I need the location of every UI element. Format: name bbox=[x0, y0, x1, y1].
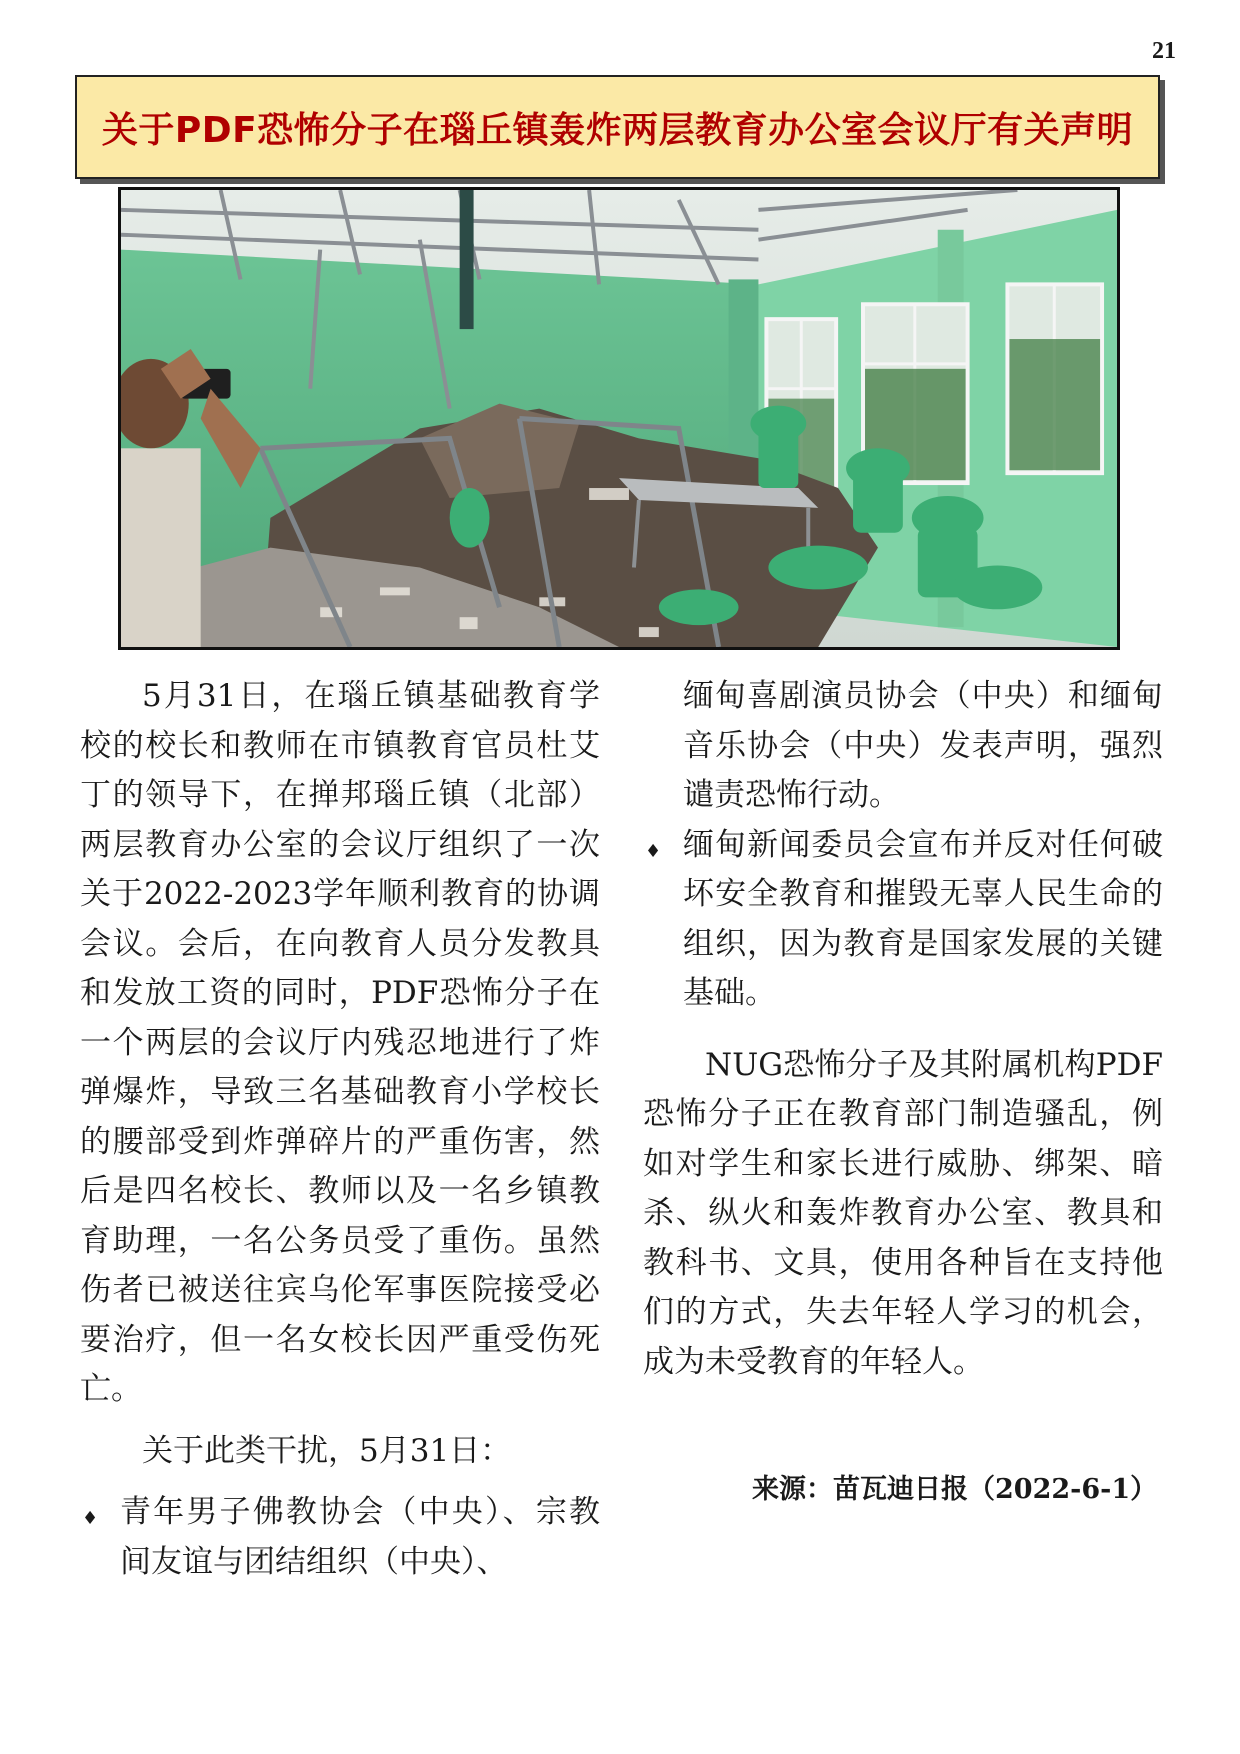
page-title: 关于PDF恐怖分子在瑙丘镇轰炸两层教育办公室会议厅有关声明 bbox=[101, 109, 1134, 151]
page-number: 21 bbox=[1152, 38, 1176, 64]
photo-illustration bbox=[121, 190, 1117, 647]
list-item bbox=[80, 1488, 600, 1587]
diamond-bullet-icon: ♦ bbox=[82, 1508, 99, 1529]
list-item-continued bbox=[643, 672, 1163, 821]
right-column bbox=[643, 672, 1163, 1387]
left-column bbox=[80, 672, 600, 1587]
list-item-text: 青年男子佛教协会（中央）、宗教间友谊与团结组织（中央）、 bbox=[120, 1494, 600, 1580]
list-item-text: 缅甸喜剧演员协会（中央）和缅甸音乐协会（中央）发表声明，强烈谴责恐怖行动。 bbox=[683, 678, 1163, 813]
diamond-bullet-icon: ♦ bbox=[645, 840, 662, 862]
damaged-meeting-hall-photo bbox=[118, 187, 1120, 650]
title-banner bbox=[75, 75, 1160, 179]
body-paragraph-1: 5月31日，在瑙丘镇基础教育学校的校长和教师在市镇教育官员杜艾丁的领导下，在掸邦瑙丘镇（北部）两层教育办公室的会议厅组织了一次关于2022-2023学年顺利教育的协调会议。会后，在向教育人员分发教具和发放工资的同时，PDF恐怖分子在一个两层的会议厅内残忍地进行了炸弹爆炸，导致三名基础教育小学校长的腰部受到炸弹碎片的严重伤害，然后是四名校长、教师以及一名乡镇教育助理，一名公务员受了重伤。虽然伤者已被送往宾乌伦军事医院接受必要治疗，但一名女校长因严重受伤死亡。 bbox=[80, 678, 600, 1407]
body-paragraph-2: 关于此类干扰，5月31日： bbox=[142, 1432, 512, 1469]
body-paragraph-3: NUG恐怖分子及其附属机构PDF恐怖分子正在教育部门制造骚乱，例如对学生和家长进行威胁、绑架、暗杀、纵火和轰炸教育办公室、教具和教科书、文具，使用各种旨在支持他们的方式，失去年轻人学习的机会，成为未受教育的年轻人。 bbox=[643, 1046, 1163, 1380]
source-credit: 来源：苗瓦迪日报（2022-6-1） bbox=[752, 1474, 1158, 1505]
list-item-text: 缅甸新闻委员会宣布并反对任何破坏安全教育和摧毁无辜人民生命的组织，因为教育是国家发展的关键基础。 bbox=[683, 826, 1163, 1011]
list-item bbox=[643, 821, 1163, 1019]
